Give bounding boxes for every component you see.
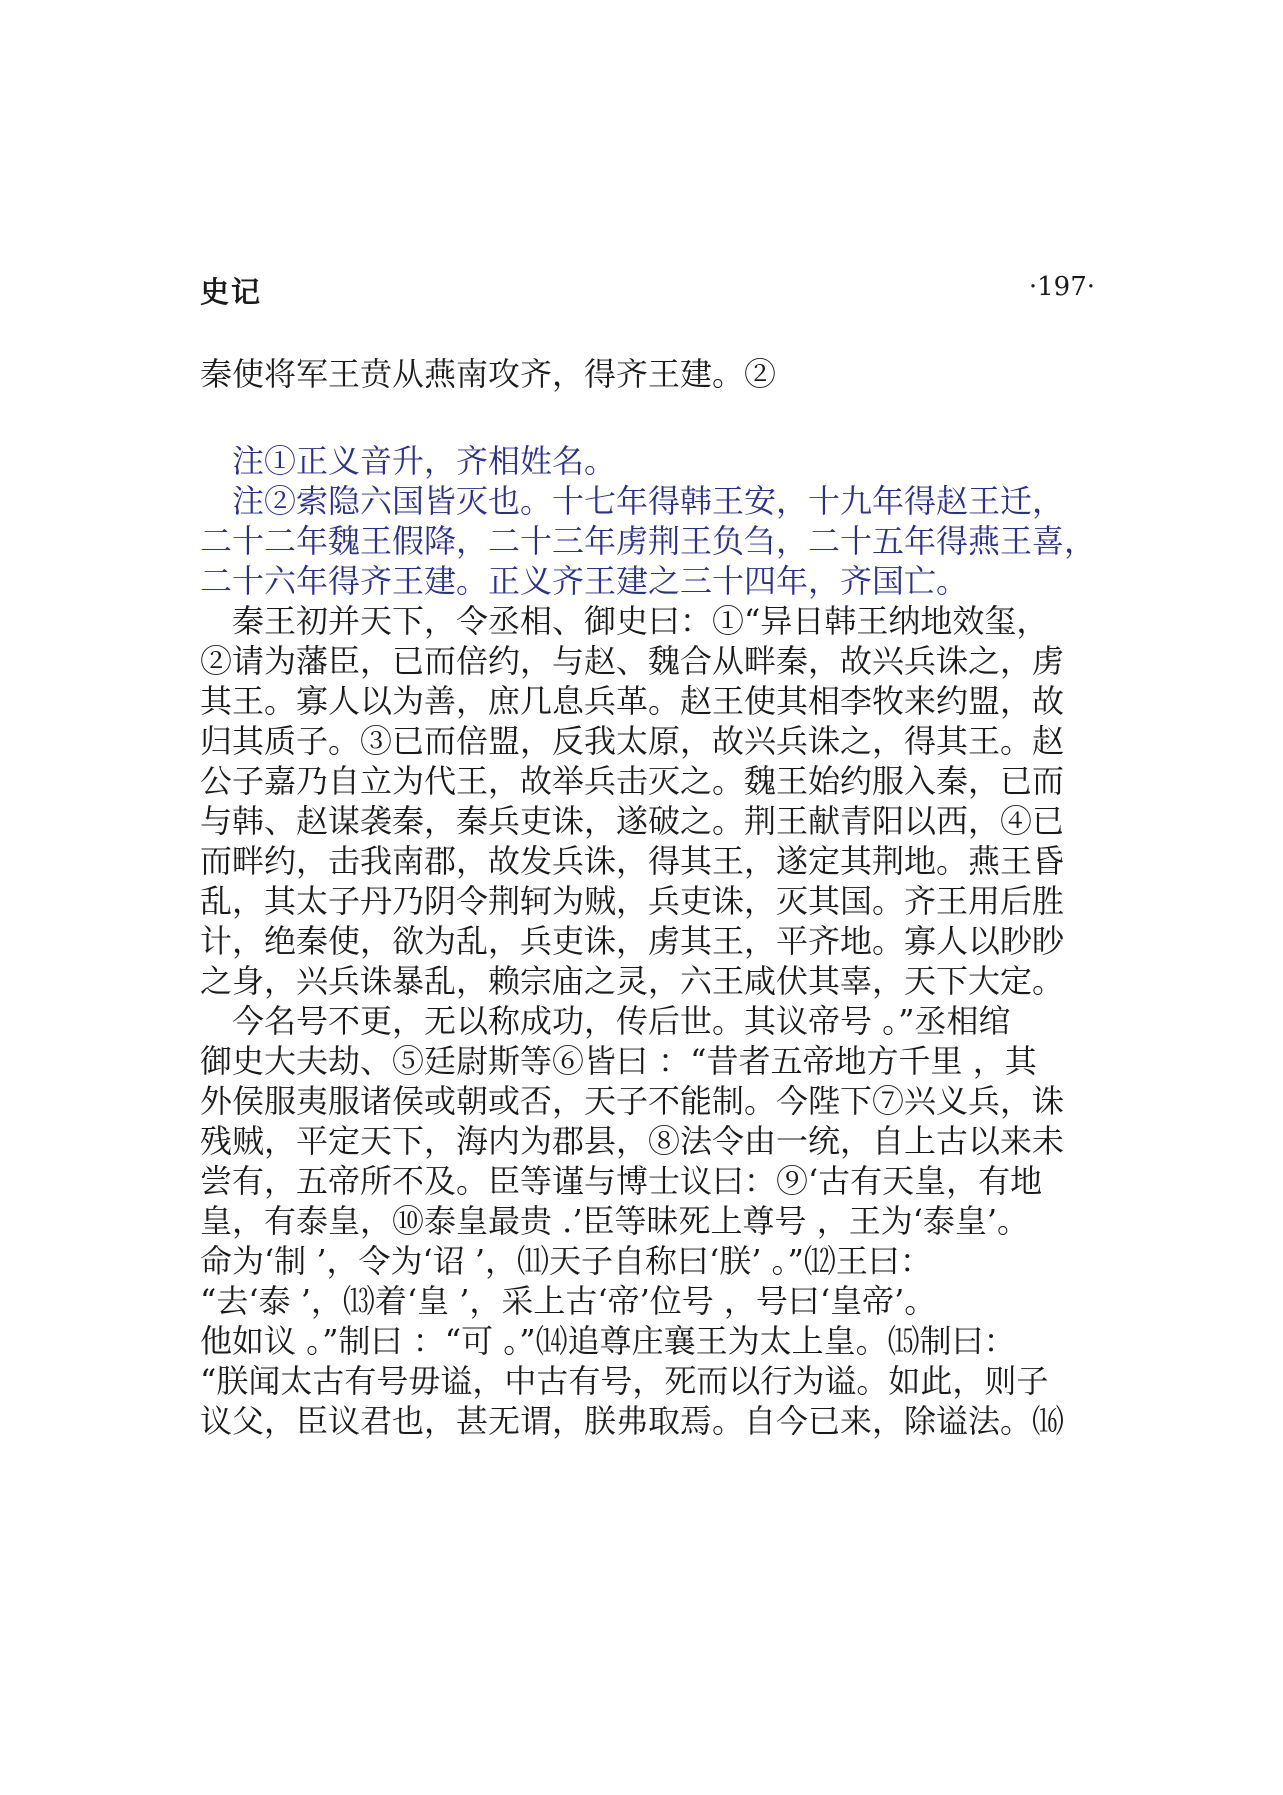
text-line: 乱，其太子丹乃阴令荆轲为贼，兵吏诛，灭其国。齐王用后胜 <box>200 882 1065 920</box>
text-line: 外侯服夷服诸侯或朝或否，天子不能制。今陛下⑦兴义兵，诛 <box>200 1082 1065 1120</box>
text-line: “去‘泰 ’，⒀着‘皇 ’，采上古‘帝’位号 ，号曰‘皇帝’。 <box>200 1282 937 1320</box>
text-line: 他如议 。”制曰 ：“可 。”⒁追尊庄襄王为太上皇。⒂制曰： <box>200 1322 1016 1360</box>
text-line: 尝有，五帝所不及。臣等谨与博士议曰：⑨‘古有天皇，有地 <box>200 1162 1043 1200</box>
text-line: 皇，有泰皇，⑩泰皇最贵 .’臣等昧死上尊号 ，王为‘泰皇’。 <box>200 1202 1030 1240</box>
text-line: ②请为藩臣，已而倍约，与赵、魏合从畔秦，故兴兵诛之，虏 <box>200 642 1065 680</box>
note-line: 二十六年得齐王建。正义齐王建之三十四年，齐国亡。 <box>200 562 969 600</box>
book-title: 史记 <box>200 275 263 309</box>
text-line: 秦王初并天下，令丞相、御史曰：①“异日韩王纳地效玺， <box>200 602 1049 640</box>
text-line: 公子嘉乃自立为代王，故举兵击灭之。魏王始约服入秦，已而 <box>200 762 1065 800</box>
text-line: 议父，臣议君也，甚无谓，朕弗取焉。自今已来，除谥法。⒃ <box>200 1402 1065 1440</box>
text-line: 归其质子。③已而倍盟，反我太原，故兴兵诛之，得其王。赵 <box>200 722 1065 760</box>
text-line: 之身，兴兵诛暴乱，赖宗庙之灵，六王咸伏其辜，天下大定。 <box>200 962 1065 1000</box>
page-number: ·197· <box>1028 272 1095 302</box>
text-line: 其王。寡人以为善，庶几息兵革。赵王使其相李牧来约盟，故 <box>200 682 1065 720</box>
text-line: 与韩、赵谋袭秦，秦兵吏诛，遂破之。荆王献青阳以西，④已 <box>200 802 1065 840</box>
text-line: 今名号不更，无以称成功，传后世。其议帝号 。”丞相绾 <box>200 1002 1011 1040</box>
text-line: 御史大夫劫、⑤廷尉斯等⑥皆曰 ：“昔者五帝地方千里 ，其 <box>200 1042 1037 1080</box>
note-line: 注②索隐六国皆灭也。十七年得韩王安，十九年得赵王迁， <box>200 482 1065 520</box>
page-header <box>200 270 1095 314</box>
note-line: 二十二年魏王假降，二十三年虏荆王负刍，二十五年得燕王喜， <box>200 522 1097 560</box>
text-line: 而畔约，击我南郡，故发兵诛，得其王，遂定其荆地。燕王昏 <box>200 842 1065 880</box>
text-line: 残贼，平定天下，海内为郡县，⑧法令由一统，自上古以来未 <box>200 1122 1065 1160</box>
text-line: 秦使将军王贲从燕南攻齐，得齐王建。② <box>200 355 777 393</box>
text-line: “朕闻太古有号毋谥，中古有号，死而以行为谥。如此，则子 <box>200 1362 1049 1400</box>
text-line: 计，绝秦使，欲为乱，兵吏诛，虏其王，平齐地。寡人以眇眇 <box>200 922 1065 960</box>
text-line: 命为‘制 ’，令为‘诏 ’，⑾天子自称曰‘朕’ 。”⑿王曰： <box>200 1242 932 1280</box>
note-line: 注①正义音升，齐相姓名。 <box>200 442 617 480</box>
